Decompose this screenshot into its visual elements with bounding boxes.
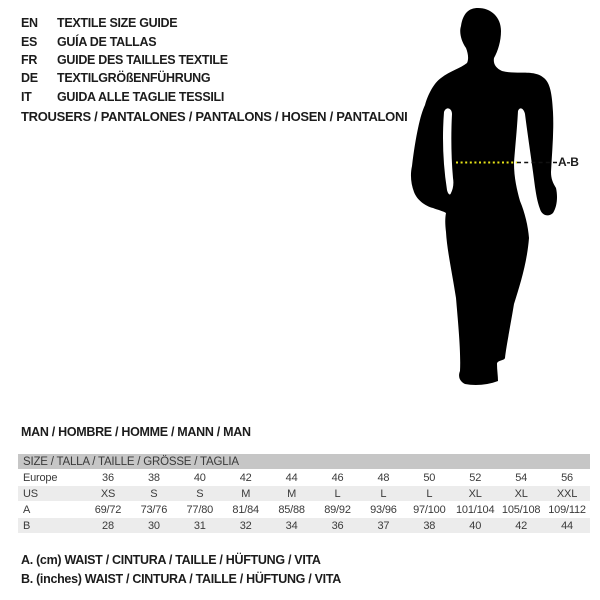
cell: S: [131, 486, 177, 502]
cell: 52: [452, 470, 498, 486]
language-title: GUIDE DES TAILLES TEXTILE: [57, 52, 228, 67]
cell: 73/76: [131, 502, 177, 518]
language-title: TEXTILE SIZE GUIDE: [57, 16, 178, 31]
cell: 54: [498, 470, 544, 486]
footnotes: [21, 551, 341, 589]
silhouette-shape: [411, 8, 557, 385]
language-row-it: [21, 88, 228, 106]
table-row-b-inches: [18, 518, 590, 534]
language-title: TEXTILGRÖßENFÜHRUNG: [57, 71, 211, 86]
cell: 89/92: [315, 502, 361, 518]
cell: L: [360, 486, 406, 502]
row-label: Europe: [18, 470, 85, 486]
man-silhouette: [400, 5, 600, 390]
cell: 38: [406, 518, 452, 534]
cell: L: [315, 486, 361, 502]
language-row-de: [21, 69, 228, 87]
cell: 77/80: [177, 502, 223, 518]
cell: 36: [315, 518, 361, 534]
cell: XS: [85, 486, 131, 502]
cell: 101/104: [452, 502, 498, 518]
cell: S: [177, 486, 223, 502]
cell: 42: [223, 470, 269, 486]
table-row-us: [18, 486, 590, 502]
cell: 40: [452, 518, 498, 534]
size-table-header-row: [18, 454, 590, 470]
cell: 85/88: [269, 502, 315, 518]
cell: 56: [544, 470, 590, 486]
cell: 38: [131, 470, 177, 486]
measure-label-ab: A-B: [558, 155, 579, 169]
cell: XL: [498, 486, 544, 502]
cell: 44: [269, 470, 315, 486]
size-table-header: SIZE / TALLA / TAILLE / GRÖSSE / TAGLIA: [18, 454, 590, 470]
language-code: ES: [21, 34, 38, 49]
cell: 46: [315, 470, 361, 486]
language-code: FR: [21, 52, 38, 67]
cell: 40: [177, 470, 223, 486]
language-row-es: [21, 32, 228, 50]
cell: 30: [131, 518, 177, 534]
cell: 81/84: [223, 502, 269, 518]
cell: 69/72: [85, 502, 131, 518]
row-label: B: [18, 518, 85, 534]
language-title: GUÍA DE TALLAS: [57, 34, 157, 49]
cell: XL: [452, 486, 498, 502]
cell: 36: [85, 470, 131, 486]
cell: 93/96: [360, 502, 406, 518]
cell: 97/100: [406, 502, 452, 518]
row-label: A: [18, 502, 85, 518]
language-row-en: [21, 14, 228, 32]
language-code: IT: [21, 89, 32, 104]
cell: 37: [360, 518, 406, 534]
cell: XXL: [544, 486, 590, 502]
table-row-europe: [18, 470, 590, 486]
cell: 31: [177, 518, 223, 534]
cell: 32: [223, 518, 269, 534]
cell: 28: [85, 518, 131, 534]
language-title: GUIDA ALLE TAGLIE TESSILI: [57, 89, 225, 104]
table-row-a-cm: [18, 502, 590, 518]
cell: 34: [269, 518, 315, 534]
cell: 48: [360, 470, 406, 486]
language-code: DE: [21, 71, 38, 86]
cell: L: [406, 486, 452, 502]
size-table: [18, 454, 590, 534]
language-title-list: [21, 14, 228, 106]
cell: 105/108: [498, 502, 544, 518]
cell: M: [223, 486, 269, 502]
gender-heading: MAN / HOMBRE / HOMME / MANN / MAN: [21, 425, 251, 439]
category-heading: TROUSERS / PANTALONES / PANTALONS / HOSEN / PANTALONI: [21, 109, 408, 124]
cell: 50: [406, 470, 452, 486]
language-code: EN: [21, 16, 38, 31]
footnote-a: A. (cm) WAIST / CINTURA / TAILLE / HÜFTUNG / VITA: [21, 553, 321, 567]
row-label: US: [18, 486, 85, 502]
cell: 42: [498, 518, 544, 534]
cell: 44: [544, 518, 590, 534]
footnote-b: B. (inches) WAIST / CINTURA / TAILLE / HÜFTUNG / VITA: [21, 572, 341, 586]
language-row-fr: [21, 51, 228, 69]
cell: M: [269, 486, 315, 502]
cell: 109/112: [544, 502, 590, 518]
